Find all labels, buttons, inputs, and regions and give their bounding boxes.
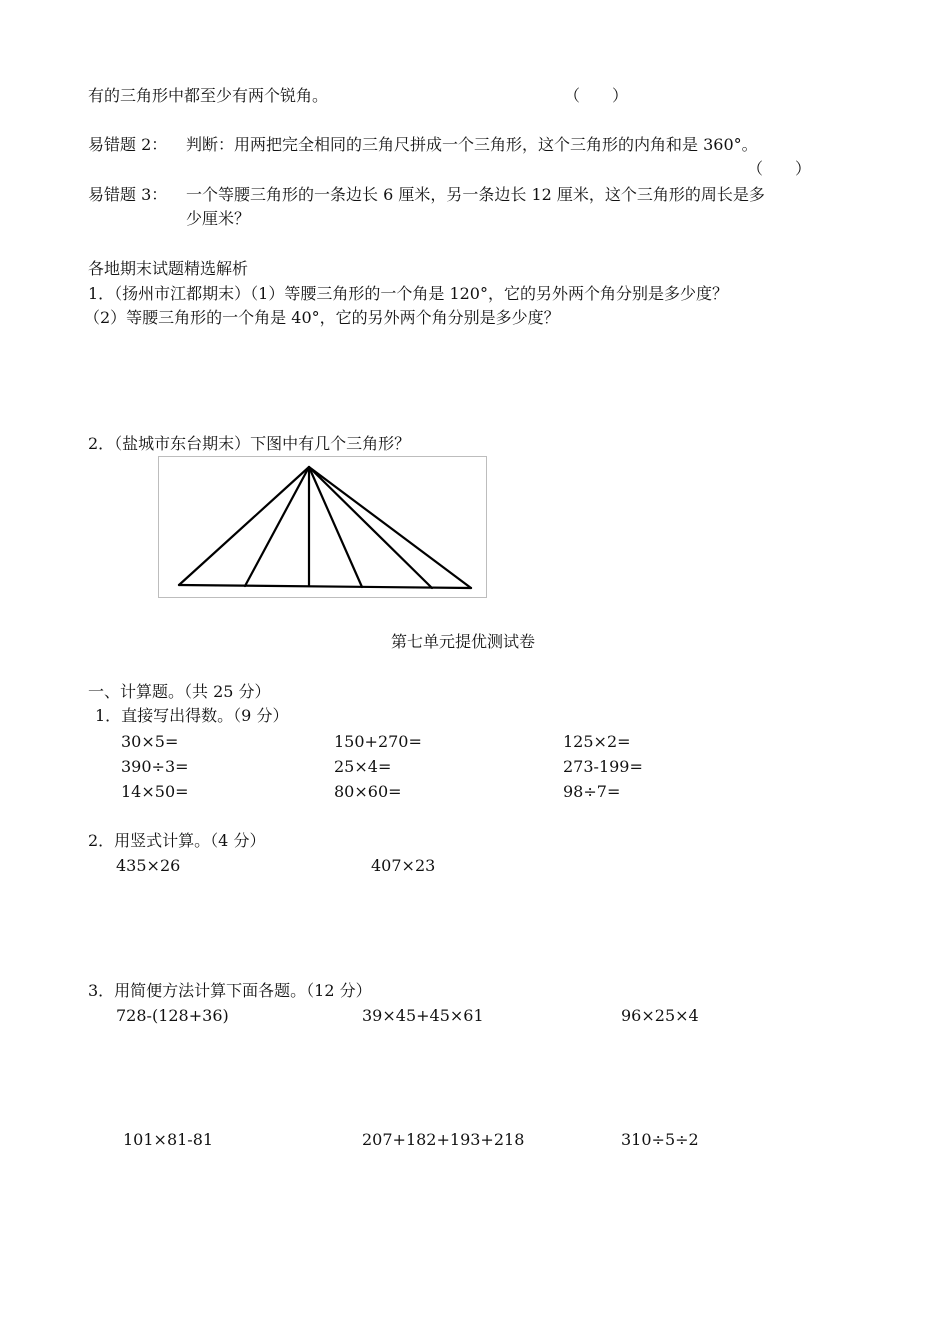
inner-segment-1 [245, 467, 309, 586]
error-question-3-label: 易错题 3： [88, 185, 168, 204]
mental-math-item: 14×50= [121, 782, 189, 801]
triangle-outline [179, 467, 471, 588]
inner-segment-4 [309, 467, 432, 588]
exam-title: 第七单元提优测试卷 [391, 632, 536, 651]
vertical-calc-item: 407×23 [371, 856, 436, 875]
mental-math-item: 25×4= [334, 757, 392, 776]
subquestion-3-heading: 3．用简便方法计算下面各题。（12 分） [88, 981, 372, 1000]
simple-calc-item: 39×45+45×61 [362, 1006, 484, 1025]
question-2: 2．（盐城市东台期末）下图中有几个三角形？ [88, 434, 411, 453]
simple-calc-item: 101×81-81 [123, 1130, 214, 1149]
section-1-heading: 一、计算题。（共 25 分） [88, 682, 271, 701]
vertical-calc-item: 435×26 [116, 856, 181, 875]
mental-math-item: 390÷3= [121, 757, 189, 776]
simple-calc-item: 728-(128+36) [116, 1006, 229, 1025]
answer-parenthesis[interactable]: （ ） [564, 86, 629, 105]
subquestion-1-heading: 1．直接写出得数。（9 分） [95, 706, 289, 725]
mental-math-item: 125×2= [563, 732, 631, 751]
error-question-2-label: 易错题 2： [88, 135, 168, 154]
simple-calc-item: 96×25×4 [621, 1006, 699, 1025]
mental-math-item: 98÷7= [563, 782, 621, 801]
error-question-3-text-line2: 少厘米？ [186, 209, 251, 228]
simple-calc-item: 207+182+193+218 [362, 1130, 525, 1149]
simple-calc-item: 310÷5÷2 [621, 1130, 699, 1149]
triangle-figure [158, 456, 487, 598]
mental-math-item: 80×60= [334, 782, 402, 801]
answer-parenthesis[interactable]: （ ） [747, 159, 812, 178]
error-question-2-text: 判断：用两把完全相同的三角尺拼成一个三角形，这个三角形的内角和是 360°。 [186, 135, 758, 154]
inner-segment-3 [309, 467, 362, 587]
section-heading: 各地期末试题精选解析 [88, 259, 249, 278]
triangle-base [179, 585, 471, 588]
error-question-3-text-line1: 一个等腰三角形的一条边长 6 厘米，另一条边长 12 厘米，这个三角形的周长是多 [186, 185, 765, 204]
mental-math-item: 273-199= [563, 757, 643, 776]
mental-math-item: 150+270= [334, 732, 422, 751]
question-1-line1: 1．（扬州市江都期末）（1）等腰三角形的一个角是 120°，它的另外两个角分别是多少度？ [88, 284, 728, 303]
triangle-drawing [159, 457, 486, 597]
mental-math-item: 30×5= [121, 732, 179, 751]
subquestion-2-heading: 2．用竖式计算。（4 分） [88, 831, 266, 850]
statement-line: 有的三角形中都至少有两个锐角。 [88, 86, 329, 105]
question-1-line2: （2）等腰三角形的一个角是 40°，它的另外两个角分别是多少度？ [84, 308, 560, 327]
